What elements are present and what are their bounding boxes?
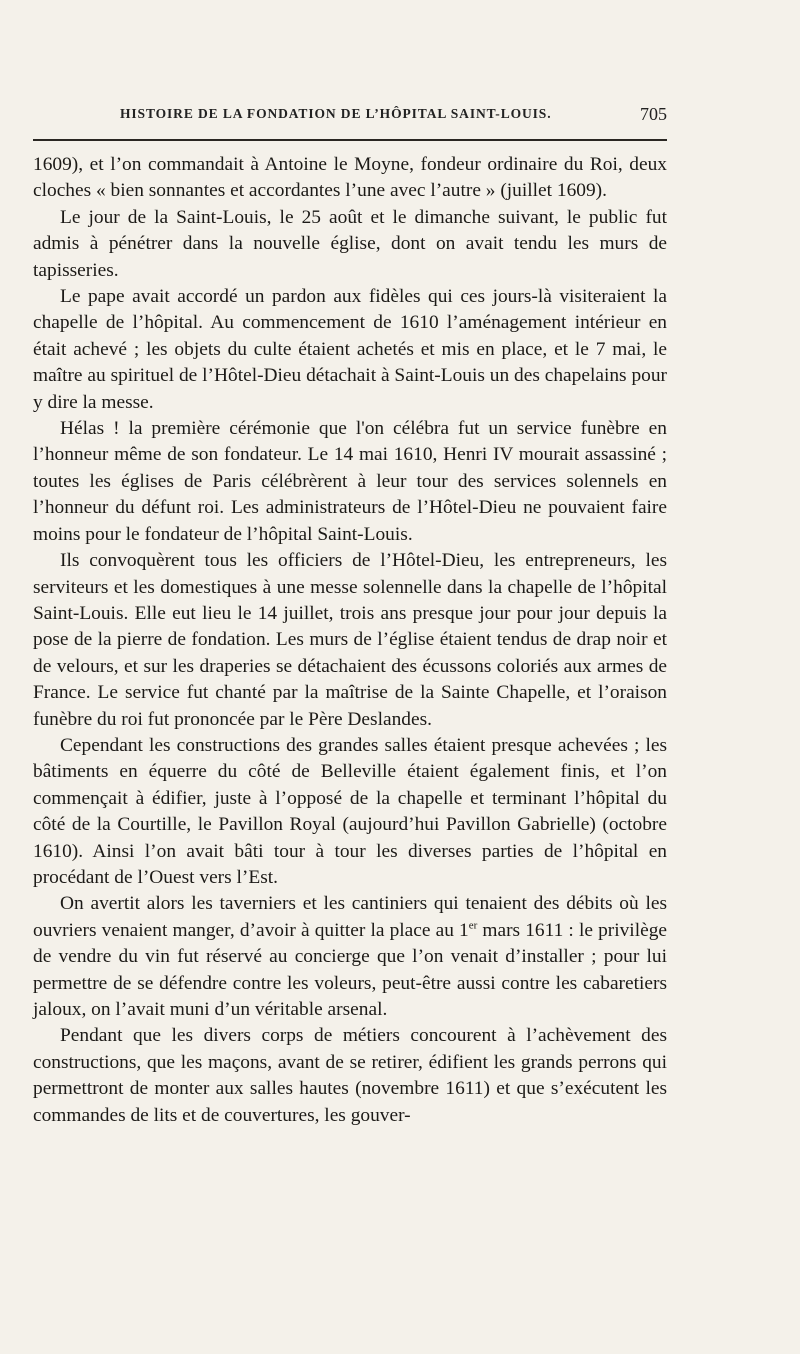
paragraph-3: Le pape avait accordé un pardon aux fidèles qui ces jours-là visiteraient la chapelle de l’hôpital. Au commencement de 1610 l’aménagement intérieur en était achevé ; les objets du culte étaient achetés et mis en place, et le 7 mai, le maître au spirituel de l’Hôtel-Dieu détachait à Saint-Louis un des chapelains pour y dire la messe. <box>33 286 667 413</box>
paragraph-8: Pendant que les divers corps de métiers concourent à l’achèvement des constructions, que les maçons, avant de se retirer, édifient les grands perrons qui permettront de monter aux salles hautes (novembre 1611) et que s’exécutent les commandes de lits et de couvertures, les gouver- <box>33 1025 667 1126</box>
running-head <box>33 104 667 128</box>
paragraph-4: Hélas ! la première cérémonie que l'on célébra fut un service funèbre en l’honneur même de son fondateur. Le 14 mai 1610, Henri IV mourait assassiné ; toutes les églises de Paris célébrèrent à leur tour des services solennels en l’honneur du défunt roi. Les administrateurs de l’Hôtel-Dieu ne pouvaient faire moins pour le fondateur de l’hôpital Saint-Louis. <box>33 418 667 545</box>
running-title: HISTOIRE DE LA FONDATION DE L’HÔPITAL SAINT-LOUIS. <box>120 106 552 121</box>
paragraph-6: Cependant les constructions des grandes salles étaient presque achevées ; les bâtiments en équerre du côté de Belleville étaient également finis, et l’on commençait à édifier, juste à l’opposé de la chapelle et terminant l’hôpital du côté de la Courtille, le Pavillon Royal (aujourd’hui Pavillon Gabrielle) (octobre 1610). Ainsi l’on avait bâti tour à tour les diverses parties de l’hôpital en procédant de l’Ouest vers l’Est. <box>33 734 667 888</box>
body-text <box>33 152 667 1129</box>
paragraph-2: Le jour de la Saint-Louis, le 25 août et le dimanche suivant, le public fut admis à pénétrer dans la nouvelle église, dont on avait tendu les murs de tapisseries. <box>33 206 667 281</box>
header-rule <box>33 139 667 141</box>
page-number: 705 <box>640 104 667 124</box>
paragraph-5: Ils convoquèrent tous les officiers de l’Hôtel-Dieu, les entrepreneurs, les serviteurs et les domestiques à une messe solennelle dans la chapelle de l’hôpital Saint-Louis. Elle eut lieu le 14 juillet, trois ans presque jour pour jour depuis la pose de la pierre de fondation. Les murs de l’église étaient tendus de drap noir et de velours, et sur les draperies se détachaient des écussons coloriés aux armes de France. Le service fut chanté par la maîtrise de la Sainte Chapelle, et l’oraison funèbre du roi fut prononcée par le Père Deslandes. <box>33 550 667 730</box>
paragraph-1: 1609), et l’on commandait à Antoine le Moyne, fondeur ordinaire du Roi, deux cloches « bien sonnantes et accordantes l’une avec l’autre » (juillet 1609). <box>33 154 667 202</box>
paragraph-7: On avertit alors les taverniers et les cantiniers qui tenaient des débits où les ouvriers venaient manger, d’avoir à quitter la place au 1er mars 1611 : le privilège de vendre du vin fut réservé au concierge que l’on venait d’installer ; pour lui permettre de se défendre contre les voleurs, peut-être aussi contre les cabaretiers jaloux, on l’avait muni d’un véritable arsenal. <box>33 893 667 1020</box>
